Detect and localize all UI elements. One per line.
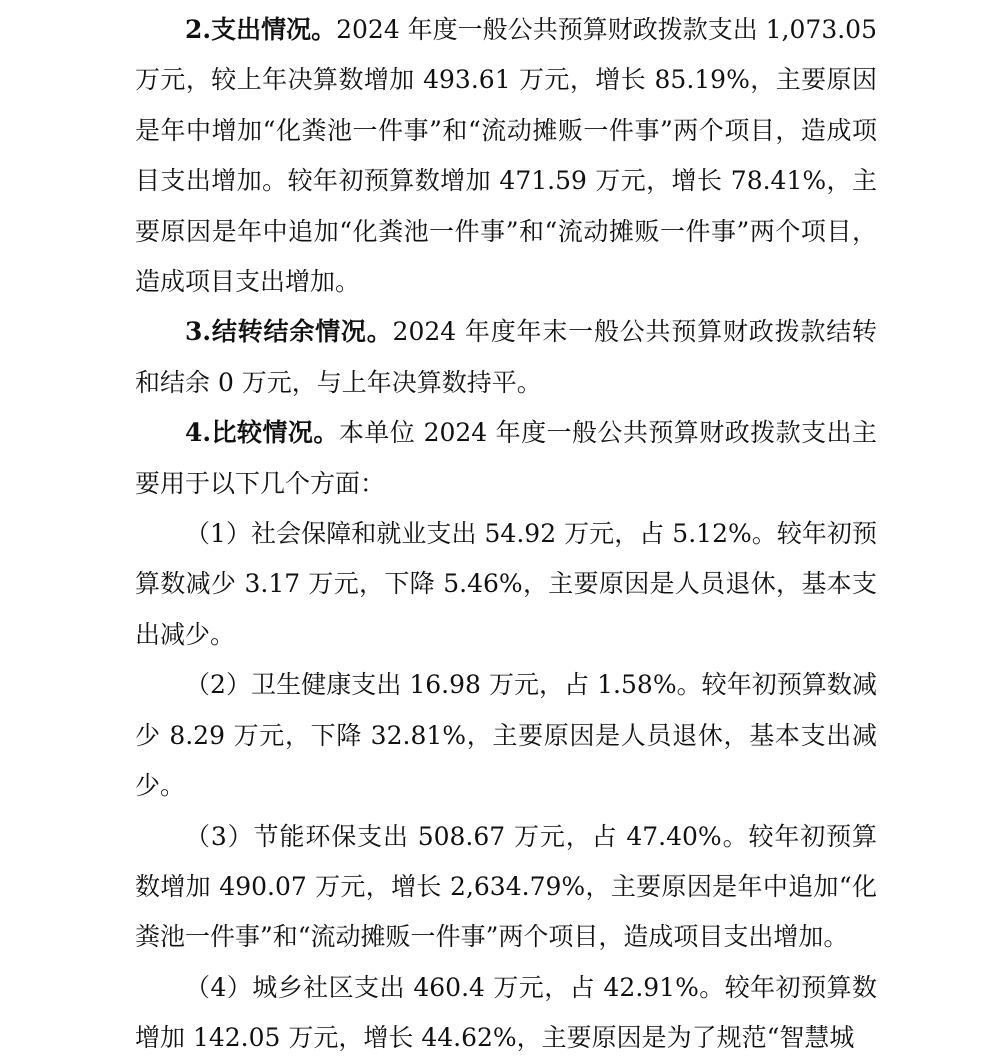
list-item-urban-rural: （4）城乡社区支出 460.4 万元，占 42.91%。较年初预算数增加 142.05 万元，增长 44.62%，主要原因是为了规范“智慧城 [135,972,877,1053]
list-item-environment: （3）节能环保支出 508.67 万元，占 47.40%。较年初预算数增加 490.07 万元，增长 2,634.79%，主要原因是年中追加“化粪池一件事”和“流动摊贩一件事”两个项目，造成项目支出增加。 [135,821,877,952]
section-comparison [135,408,877,509]
list-item-social-security: （1）社会保障和就业支出 54.92 万元，占 5.12%。较年初预算数减少 3.17 万元，下降 5.46%，主要原因是人员退休，基本支出减少。 [135,519,877,649]
section-heading: 4.比较情况。 [185,418,339,448]
section-heading: 3.结转结余情况。 [185,317,393,347]
list-item-health: （2）卫生健康支出 16.98 万元，占 1.58%。较年初预算数减少 8.29 万元，下降 32.81%，主要原因是人员退休，基本支出减少。 [135,670,877,801]
section-expenditure [135,5,877,307]
section-body: 2024 年度一般公共预算财政拨款支出 1,073.05 万元，较上年决算数增加 493.61 万元，增长 85.19%，主要原因是年中增加“化粪池一件事”和“流动摊贩一件事”两个项目，造成项目支出增加。较年初预算数增加 471.59 万元，增长 78.41%，主要原因是年中追加“化粪池一件事”和“流动摊贩一件事”两个项目，造成项目支出增加。 [135,15,877,297]
section-body: 本单位 2024 年度一般公共预算财政拨款支出主要用于以下几个方面： [135,418,877,498]
document-page [135,5,877,1064]
section-heading: 2.支出情况。 [185,15,337,44]
section-body: 2024 年度年末一般公共预算财政拨款结转和结余 0 万元，与上年决算数持平。 [135,317,877,397]
section-carryover [135,307,877,408]
